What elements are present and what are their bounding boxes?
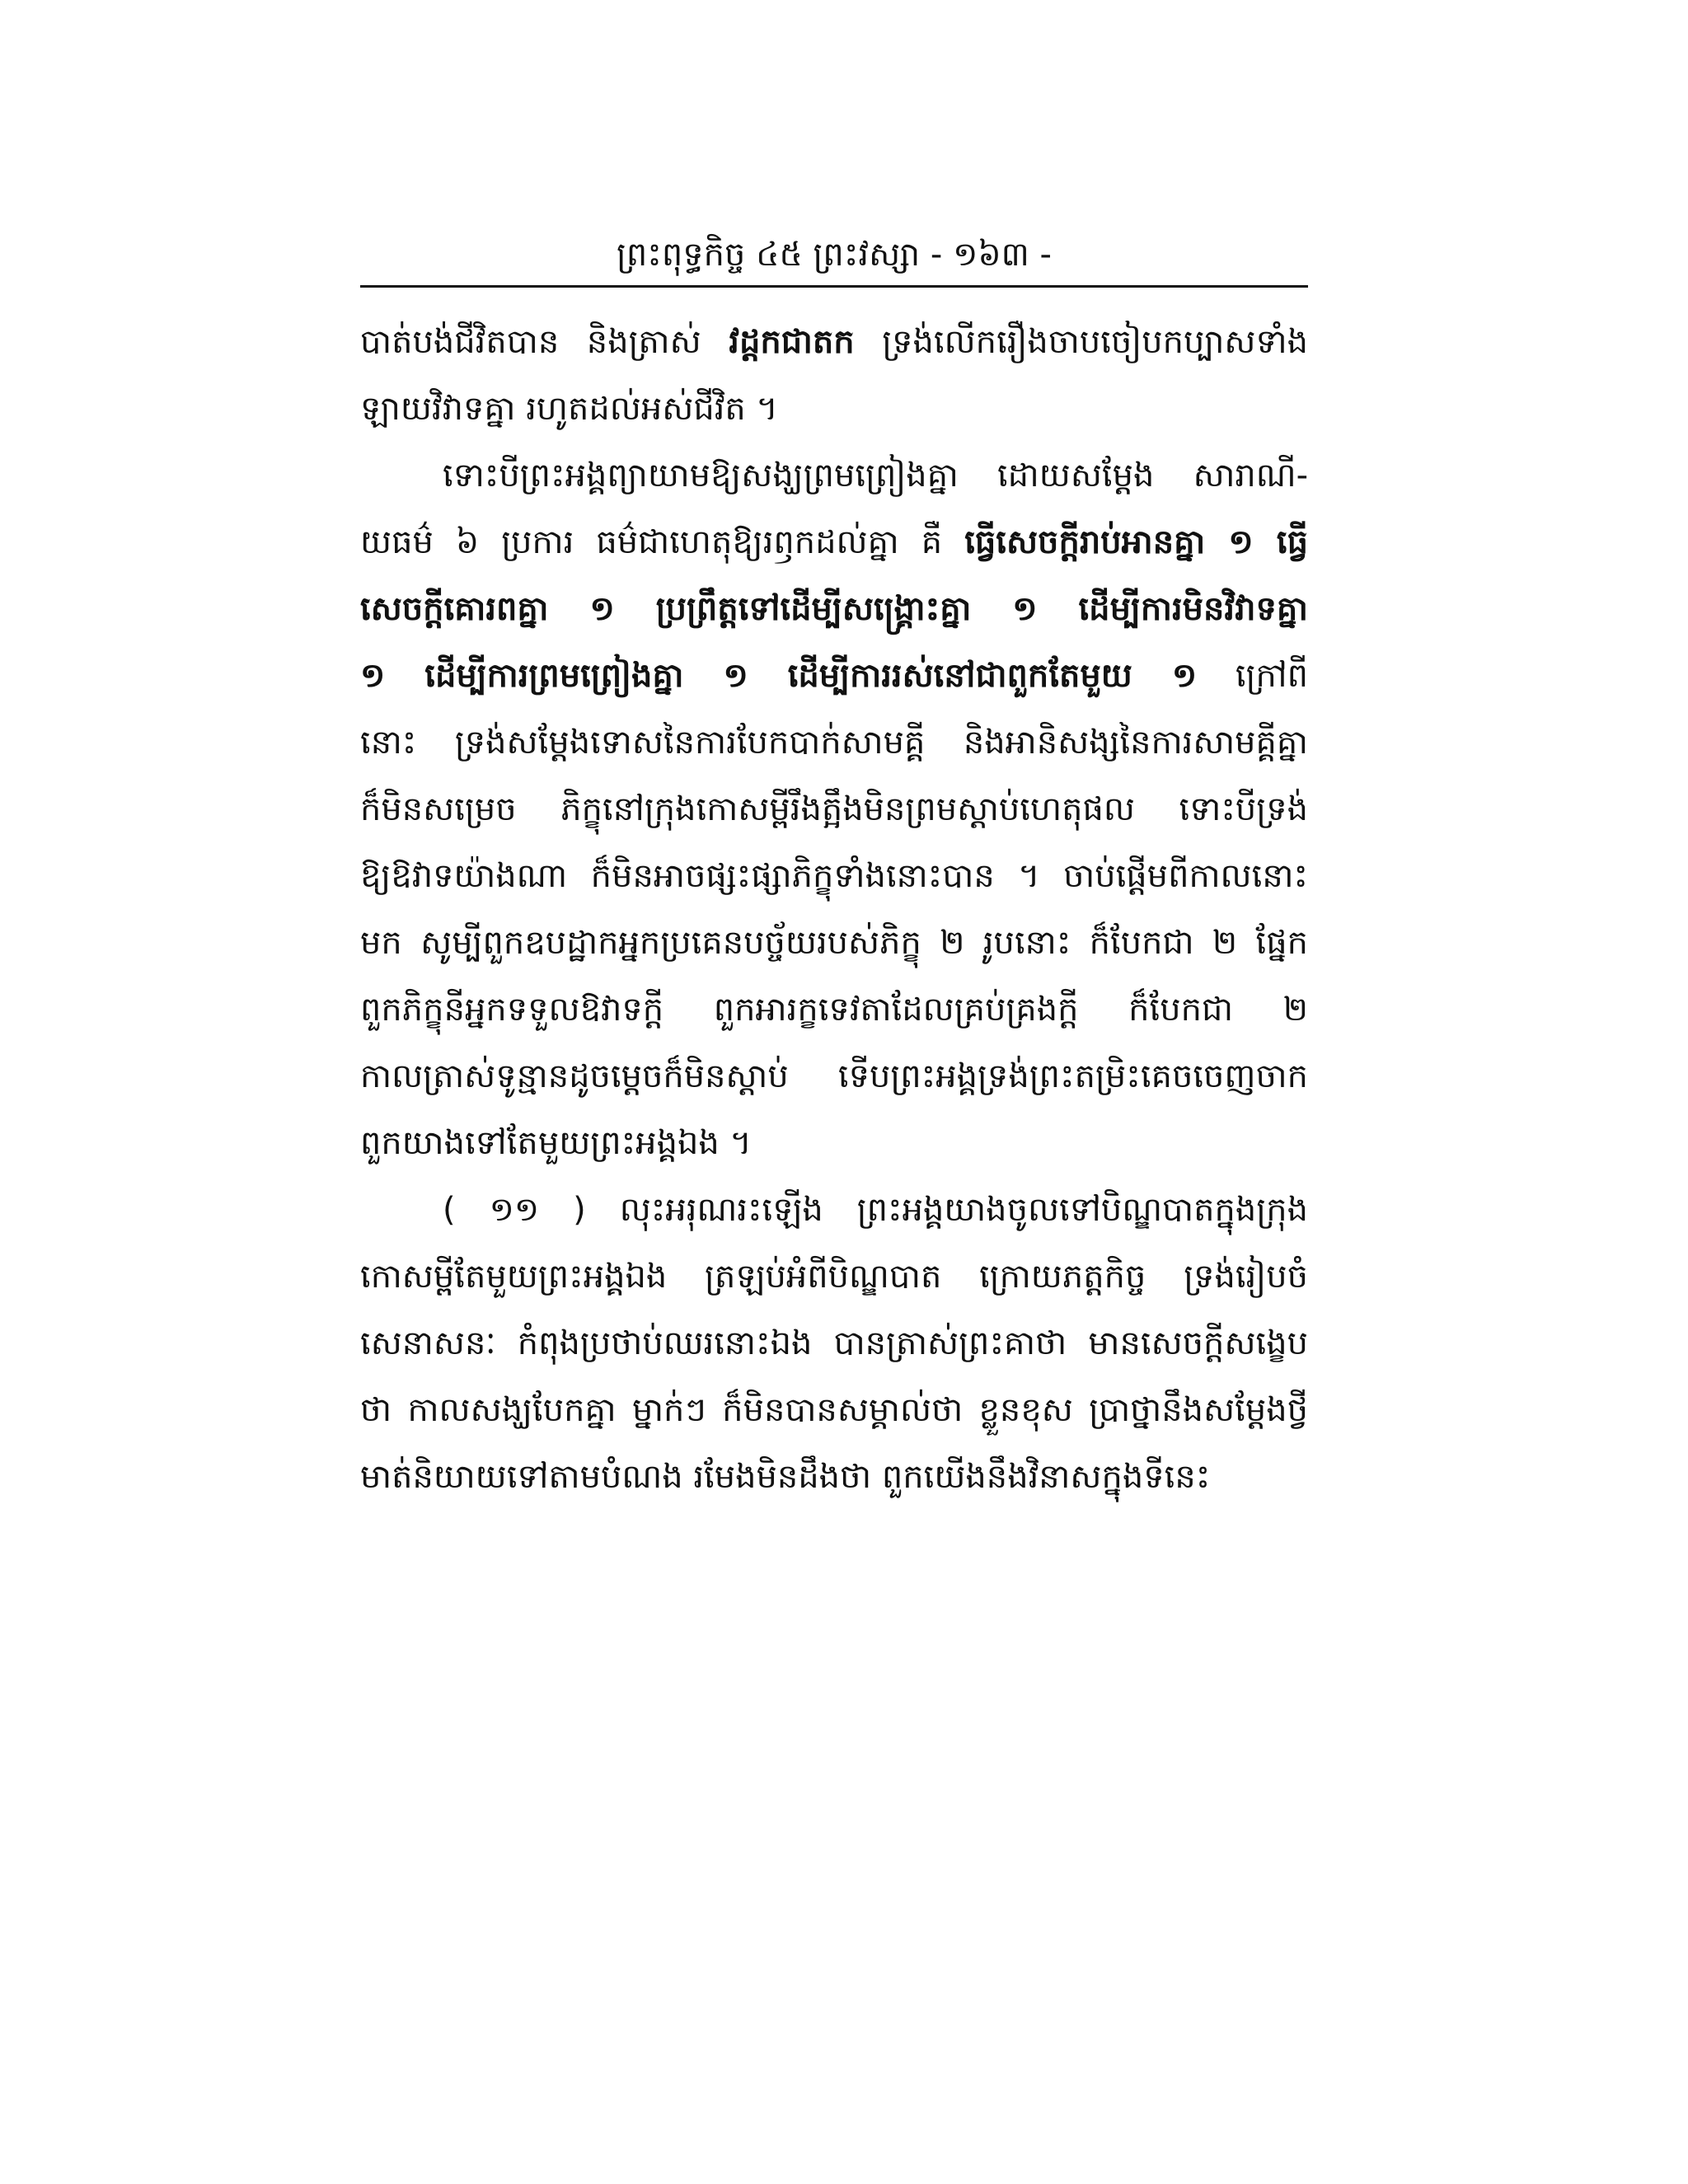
text-run: សេនាសនៈ កំពុងប្រថាប់ឈរនោះឯង បានត្រាស់ព្រះគាថា មានសេចក្តីសង្ខេប [360, 1324, 1308, 1362]
text-line [360, 776, 1308, 843]
text-line [360, 977, 1308, 1043]
bold-text-run: វដ្តកជាតក [729, 323, 855, 361]
header-divider [360, 285, 1308, 288]
text-line [360, 910, 1308, 977]
text-run: ទោះបីព្រះអង្គព្យាយាមឱ្យសង្ឃព្រមព្រៀងគ្នា ដោយសម្តែង សារាណី- [443, 457, 1308, 494]
bold-text-run: សេចក្តីគោរពគ្នា ១ ប្រព្រឹត្តទៅដើម្បីសង្គ្រោះគ្នា ១ ដើម្បីការមិនវិវាទគ្នា [360, 590, 1308, 628]
text-run: ក្រៅពី [1197, 657, 1308, 695]
body-text [360, 309, 1308, 1511]
text-run: មាត់និយាយទៅតាមបំណង រមែងមិនដឹងថា ពួកយើងនឹងវិនាសក្នុងទីនេះ [360, 1458, 1211, 1496]
running-header: ព្រះពុទ្ធកិច្ច ៤៥ ព្រះវស្សា - ១៦៣ - [617, 236, 1052, 274]
text-line [360, 1043, 1308, 1110]
bold-text-run: ធ្វើសេចក្តីរាប់អានគ្នា ១ ធ្វើ [964, 523, 1308, 561]
text-line [360, 843, 1308, 910]
text-run: ( ១១ ) លុះអរុណរះឡើង ព្រះអង្គយាងចូលទៅបិណ្ឌបាតក្នុងក្រុង [443, 1191, 1308, 1229]
text-line [360, 309, 1308, 376]
text-line [360, 1244, 1308, 1310]
text-run: ឡាយវិវាទគ្នា រហូតដល់អស់ជីវិត ។ [360, 390, 778, 428]
text-run: កាលត្រាស់ទូន្មានដូចម្តេចក៏មិនស្តាប់ ទើបព្រះអង្គទ្រង់ព្រះតម្រិះគេចចេញចាក [360, 1057, 1308, 1095]
text-run: មក សូម្បីពួកឧបដ្ឋាកអ្នកប្រគេនបច្ច័យរបស់ភិក្ខុ ២ រូបនោះ ក៏បែកជា ២ ផ្នែក [360, 924, 1308, 962]
text-run: ក៏មិនសម្រេច ភិក្ខុនៅក្រុងកោសម្ពីរឹងត្អឹងមិនព្រមស្តាប់ហេតុផល ទោះបីទ្រង់ [360, 790, 1308, 828]
text-run: នោះ ទ្រង់សម្តែងទោសនៃការបែកបាក់សាមគ្គី និងអានិសង្សនៃការសាមគ្គីគ្នា [360, 724, 1308, 762]
text-run: កោសម្ពីតែមួយព្រះអង្គឯង ត្រឡប់អំពីបិណ្ឌបាត ក្រោយភត្តកិច្ច ទ្រង់រៀបចំ [360, 1258, 1308, 1296]
text-line [360, 643, 1308, 710]
text-run: ពួកយាងទៅតែមួយព្រះអង្គឯង ។ [360, 1124, 752, 1162]
text-line [360, 443, 1308, 509]
text-line [360, 576, 1308, 643]
text-line [360, 376, 1308, 443]
text-line [360, 1444, 1308, 1511]
bold-text-run: ១ ដើម្បីការព្រមព្រៀងគ្នា ១ ដើម្បីការរស់នៅជាពួកតែមួយ ១ [360, 657, 1198, 695]
text-run: យធម៌ ៦ ប្រការ ធម៌ជាហេតុឱ្យរឭកដល់គ្នា គឺ [360, 523, 965, 561]
text-line [360, 509, 1308, 576]
text-line [360, 1377, 1308, 1444]
text-line [360, 1110, 1308, 1177]
text-run: បាត់បង់ជីវិតបាន និងត្រាស់ [360, 323, 729, 361]
text-run: ឱ្យឱវាទយ៉ាងណា ក៏មិនអាចផ្សះផ្សាភិក្ខុទាំងនោះបាន ។ ចាប់ផ្តើមពីកាលនោះ [360, 857, 1308, 895]
text-run: ពួកភិក្ខុនីអ្នកទទួលឱវាទក្តី ពួកអារក្ខទេវតាដែលគ្រប់គ្រងក្តី ក៏បែកជា ២ [360, 991, 1308, 1029]
text-run: ទ្រង់លើករឿងចាបចៀបកប្បាសទាំង [854, 323, 1308, 361]
text-line [360, 710, 1308, 776]
text-run: ថា កាលសង្ឃបែកគ្នា ម្នាក់ៗ ក៏មិនបានសម្គាល់ថា ខ្លួនខុស ប្រាថ្នានឹងសម្តែងថ្វី [360, 1391, 1308, 1429]
text-line [360, 1177, 1308, 1244]
text-line [360, 1310, 1308, 1377]
